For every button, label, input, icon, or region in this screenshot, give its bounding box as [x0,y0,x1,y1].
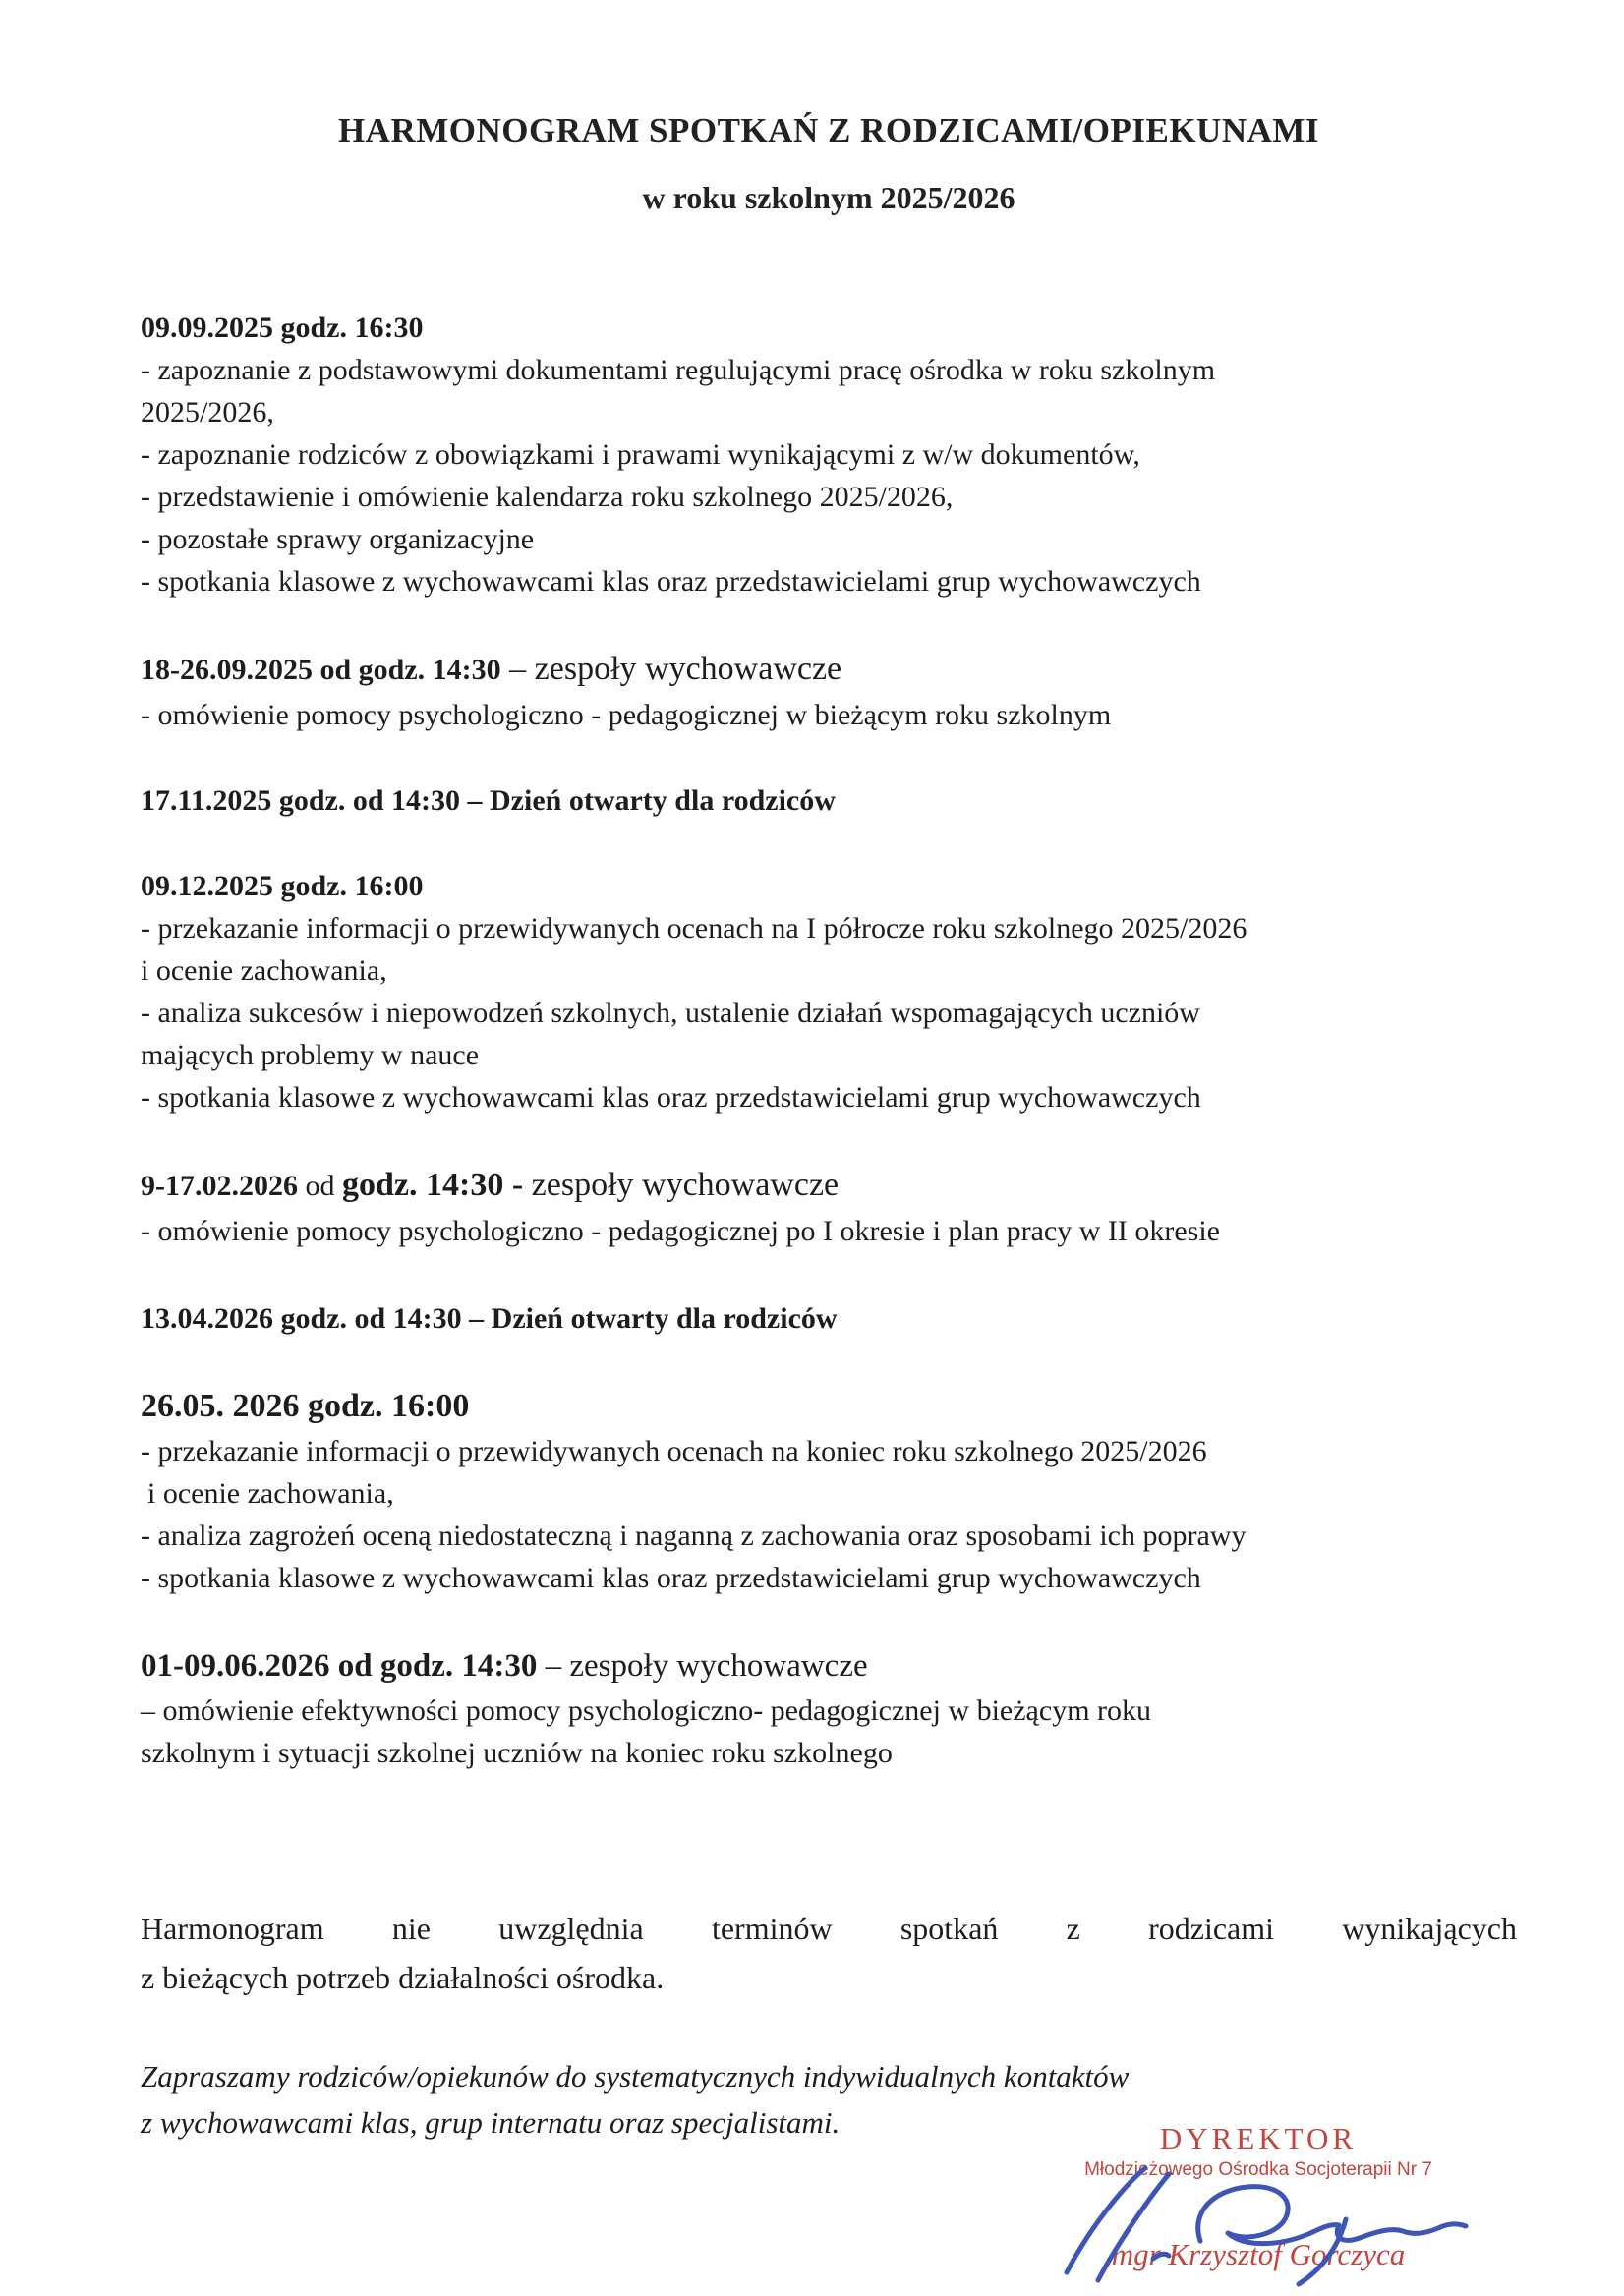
invitation-line: z wychowawcami klas, grup internatu oraz specjalistami. [141,2105,841,2140]
section-heading [141,646,1517,694]
schedule-line: i ocenie zachowania, [141,954,387,987]
title-block [141,0,1517,216]
schedule-line: - przedstawienie i omówienie kalendarza roku szkolnego 2025/2026, [141,481,954,513]
schedule-line: i ocenie zachowania, [147,1477,394,1510]
section-date: 13.04.2026 godz. od 14:30 – Dzień otwarty dla rodziców [141,1302,838,1335]
section-type: – zespoły wychowawcze [537,1648,868,1684]
document-content [141,0,1517,2146]
section-date: 09.12.2025 godz. 16:00 [141,870,424,902]
schedule-line: - przekazanie informacji o przewidywanych ocenach na koniec roku szkolnego 2025/2026 [141,1435,1207,1467]
schedule-section-2 [141,646,1517,736]
director-stamp [1037,2121,1479,2296]
section-type: – zespoły wychowawcze [500,651,842,687]
schedule-line: - spotkania klasowe z wychowawcami klas oraz przedstawicielami grup wychowawczych [141,565,1201,598]
section-date: 9-17.02.2026 [141,1170,298,1202]
schedule-line: - spotkania klasowe z wychowawcami klas oraz przedstawicielami grup wychowawczych [141,1562,1201,1594]
section-date: 18-26.09.2025 od godz. 14:30 [141,654,501,686]
section-time: godz. 14:30 - [342,1167,524,1203]
invitation-line: Zapraszamy rodziców/opiekunów do systematycznych indywidualnych kontaktów [141,2059,1130,2094]
schedule-line: - przekazanie informacji o przewidywanych ocenach na I półrocze roku szkolnego 2025/2026 [141,912,1247,945]
schedule-line: - zapoznanie z podstawowymi dokumentami regulującymi pracę ośrodka w roku szkolnym [141,354,1216,386]
stamp-organization: Młodzieżowego Ośrodka Socjoterapii Nr 7 [1084,2159,1432,2180]
note-paragraph [141,1904,1517,2002]
section-date: 26.05. 2026 godz. 16:00 [141,1388,470,1424]
schedule-section-7 [141,1383,1517,1599]
section-heading [141,1297,1517,1340]
schedule-line: - omówienie pomocy psychologiczno - pedagogicznej w bieżącym roku szkolnym [141,699,1112,731]
section-date: 17.11.2025 godz. od 14:30 – Dzień otwarty dla rodziców [141,784,836,817]
section-date: 09.09.2025 godz. 16:30 [141,312,424,344]
signature-ink-icon [1051,2162,1474,2290]
schedule-line: - zapoznanie rodziców z obowiązkami i prawami wynikającymi z w/w dokumentów, [141,438,1140,471]
section-date: 01-09.06.2026 od godz. 14:30 [141,1648,538,1684]
schedule-line: - pozostałe sprawy organizacyjne [141,523,535,555]
stamp-role: DYREKTOR [1159,2121,1358,2155]
note-line: Harmonogram nie uwzględnia terminów spotkań z rodzicami wynikających [141,1911,1517,1946]
schedule-line: - analiza sukcesów i niepowodzeń szkolnych, ustalenie działań wspomagających uczniów [141,997,1200,1029]
schedule-line: – omówienie efektywności pomocy psychologiczno- pedagogicznej w bieżącym roku [141,1694,1152,1727]
document-subtitle: w roku szkolnym 2025/2026 [642,180,1015,215]
section-heading [141,779,1517,822]
section-type: zespoły wychowawcze [523,1167,840,1203]
section-heading [141,1162,1517,1210]
schedule-section-3 [141,779,1517,822]
schedule-line: - analiza zagrożeń oceną niedostateczną i naganną z zachowania oraz sposobami ich poprawy [141,1520,1247,1552]
schedule-section-4 [141,865,1517,1119]
section-date-connector: od [298,1170,342,1202]
schedule-line: szkolnym i sytuacji szkolnej uczniów na koniec roku szkolnego [141,1737,893,1769]
schedule-section-8 [141,1642,1517,1774]
schedule-line: mających problemy w nauce [141,1039,480,1071]
schedule-line: - omówienie pomocy psychologiczno - pedagogicznej po I okresie i plan pracy w II okresie [141,1215,1220,1247]
section-heading [141,1642,1517,1690]
schedule-section-1 [141,307,1517,603]
schedule-line: - spotkania klasowe z wychowawcami klas oraz przedstawicielami grup wychowawczych [141,1081,1201,1114]
schedule-section-6 [141,1297,1517,1340]
section-heading [141,865,1517,907]
note-line: z bieżących potrzeb działalności ośrodka. [141,1960,665,1995]
schedule-line: 2025/2026, [141,396,274,429]
document-title: HARMONOGRAM SPOTKAŃ Z RODZICAMI/OPIEKUNAMI [337,111,1320,149]
section-heading [141,1383,1517,1430]
section-heading [141,307,1517,349]
stamp-director-name: mgr Krzysztof Gorczyca [1111,2237,1406,2271]
schedule-section-5 [141,1162,1517,1252]
